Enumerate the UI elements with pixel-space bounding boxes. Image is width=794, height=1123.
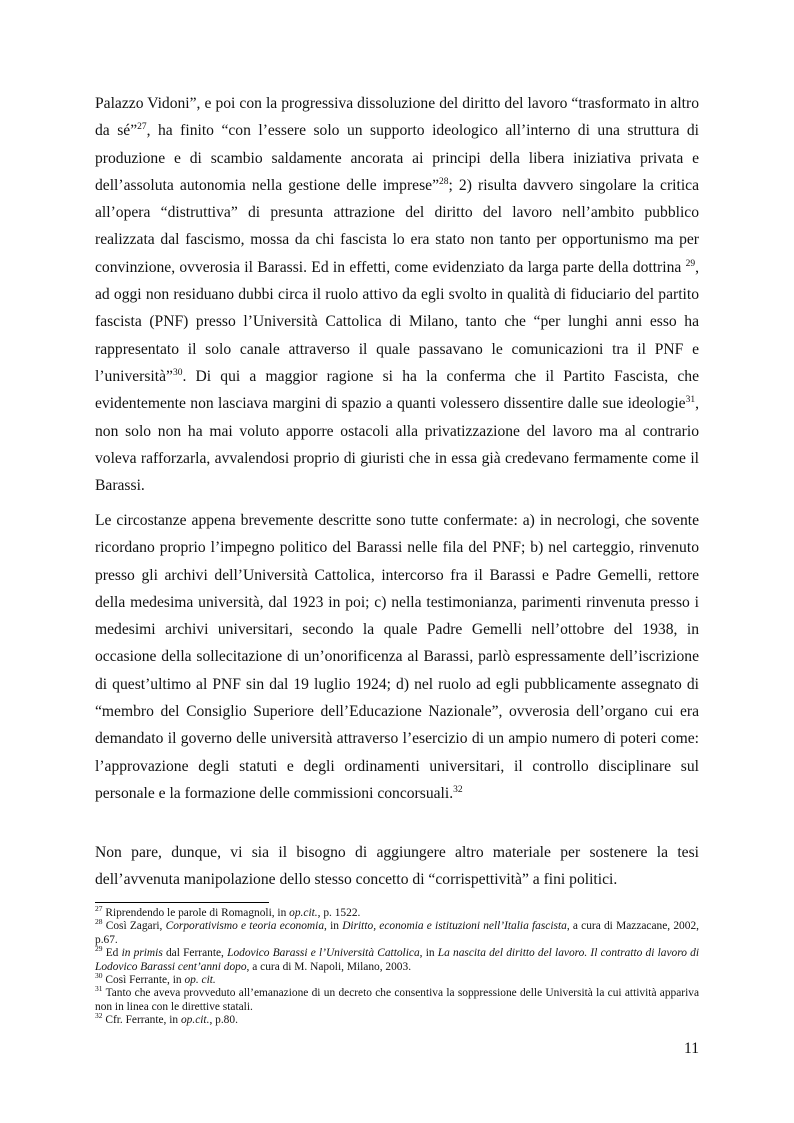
- page-number: 11: [683, 1040, 699, 1057]
- footnote-number: 30: [95, 971, 103, 981]
- text-run-italic: Diritto, economia e istituzioni nell’Italia fascista: [342, 920, 567, 933]
- text-run: Le circostanze appena brevemente descritte sono tutte confermate: a) in necrologi, che sovente ricordano proprio l’impegno politico del Barassi nelle fila del PNF; b) nel carteggio, rinvenuto presso gli archivi dell’Università Cattolica, intercorso fra il Barassi e Padre Gemelli, rettore della medesima università, dal 1923 in poi; c) nella testimonianza, parimenti rinvenuta presso i medesimi archivi universitari, secondo la quale Padre Gemelli nell’ottobre del 1938, in occasione della sollecitazione di un’onorificenza al Barassi, parlò espressamente dell’iscrizione di quest’ultimo al PNF sin dal 19 luglio 1924; d) nel ruolo ad egli pubblicamente assegnato di “membro del Consiglio Superiore dell’Educazione Nazionale”, ovverosia dell’organo cui era demandato il governo delle università attraverso l’esercizio di un ampio numero di poteri come: l’approvazione degli statuti e degli ordinamenti universitari, il controllo disciplinare sul personale e la formazione delle commissioni concorsuali.: [95, 512, 699, 802]
- text-run-italic: in primis: [121, 947, 163, 960]
- text-run-italic: Lodovico Barassi e l’Università Cattolica: [227, 947, 420, 960]
- footnote-27: [95, 904, 699, 920]
- body-paragraph-1: [95, 90, 699, 499]
- footnote-number: 29: [95, 944, 103, 954]
- text-run: , ad oggi non residuano dubbi circa il ruolo attivo da egli svolto in qualità di fiduciario del partito fascista (PNF) presso l’Università Cattolica di Milano, tanto che “per lunghi anni esso ha rappresentato il solo canale attraverso il quale passavano le comunicazioni tra il PNF e l’università”: [95, 258, 699, 385]
- text-run: Tanto che aveva provveduto all’emanazione di un decreto che consentiva la soppressione delle Università la cui attività appariva non in linea con le direttive statali.: [95, 987, 699, 1013]
- text-run: , non solo non ha mai voluto apporre ostacoli alla privatizzazione del lavoro ma al contrario voleva rafforzarla, avvalendosi proprio di giuristi che in essa già credevano fermamente come il Barassi.: [95, 395, 699, 495]
- footnote-32: [95, 1011, 699, 1027]
- footnote-number: 32: [95, 1011, 103, 1021]
- footnote-ref-27[interactable]: 27: [137, 122, 147, 133]
- footnote-28: [95, 917, 699, 947]
- text-run: , p.80.: [209, 1014, 238, 1027]
- footnote-ref-28[interactable]: 28: [439, 176, 449, 187]
- footnote-separator: [95, 902, 269, 903]
- body-paragraph-2: [95, 507, 699, 807]
- text-run: Ed: [102, 947, 122, 960]
- text-run: ; 2) risulta davvero singolare la critica all’opera “distruttiva” di presunta attrazione del diritto del lavoro nell’ambito pubblico realizzata dal fascismo, mossa da chi fascista lo era stato non tanto per opportunismo ma per convinzione, ovverosia il Barassi. Ed in effetti, come evidenziato da larga parte della dottrina: [95, 176, 699, 276]
- footnote-31: [95, 984, 699, 1014]
- footnote-number: 31: [95, 984, 103, 994]
- footnote-number: 27: [95, 904, 103, 914]
- text-run: , ha finito “con l’essere solo un supporto ideologico all’interno di una struttura di produzione e di scambio saldamente ancorata ai principi della libera iniziativa privata e dell’assoluta autonomia nella gestione delle imprese”: [95, 122, 699, 194]
- footnote-30: [95, 971, 699, 987]
- footnote-number: 28: [95, 917, 103, 927]
- footnotes-section: [95, 904, 699, 1028]
- text-run: . Di qui a maggior ragione si ha la conferma che il Partito Fascista, che evidentemente non lasciava margini di spazio a quanti volessero dissentire dalle sue ideologie: [95, 367, 699, 413]
- text-run: , a cura di M. Napoli, Milano, 2003.: [246, 960, 412, 973]
- text-run: , p. 1522.: [317, 907, 361, 919]
- text-run-italic: Corporativismo e teoria economia: [165, 920, 325, 933]
- text-run-italic: op. cit.: [184, 974, 216, 987]
- text-run: Cfr. Ferrante, in: [102, 1014, 181, 1027]
- footnote-29: [95, 944, 699, 974]
- footnote-ref-29[interactable]: 29: [685, 258, 696, 269]
- text-run: Così Ferrante, in: [102, 974, 185, 987]
- footnote-ref-30[interactable]: 30: [172, 367, 183, 378]
- footnote-ref-31[interactable]: 31: [685, 395, 696, 406]
- text-run: Così Zagari,: [102, 920, 166, 933]
- text-run-italic: op.cit.: [289, 907, 318, 919]
- text-run: dal Ferrante,: [162, 947, 228, 960]
- body-paragraph-3: Non pare, dunque, vi sia il bisogno di aggiungere altro materiale per sostenere la tesi dell’avvenuta manipolazione dello stesso concetto di “corrispettività” a fini politici.: [95, 844, 699, 889]
- text-run: , in: [419, 947, 438, 960]
- text-run: , a cura di Mazzacane, 2002, p.67.: [95, 920, 699, 946]
- text-run: Palazzo Vidoni”, e poi con la progressiva dissoluzione del diritto del lavoro “trasformato in altro da sé”: [95, 95, 699, 140]
- text-run-italic: La nascita del diritto del lavoro. Il contratto di lavoro di Lodovico Barassi cent’anni dopo: [95, 947, 699, 973]
- text-run-italic: op.cit.: [180, 1014, 210, 1027]
- text-run: , in: [324, 920, 343, 933]
- text-run: Riprendendo le parole di Romagnoli, in: [102, 907, 290, 919]
- footnote-ref-32[interactable]: 32: [453, 784, 463, 795]
